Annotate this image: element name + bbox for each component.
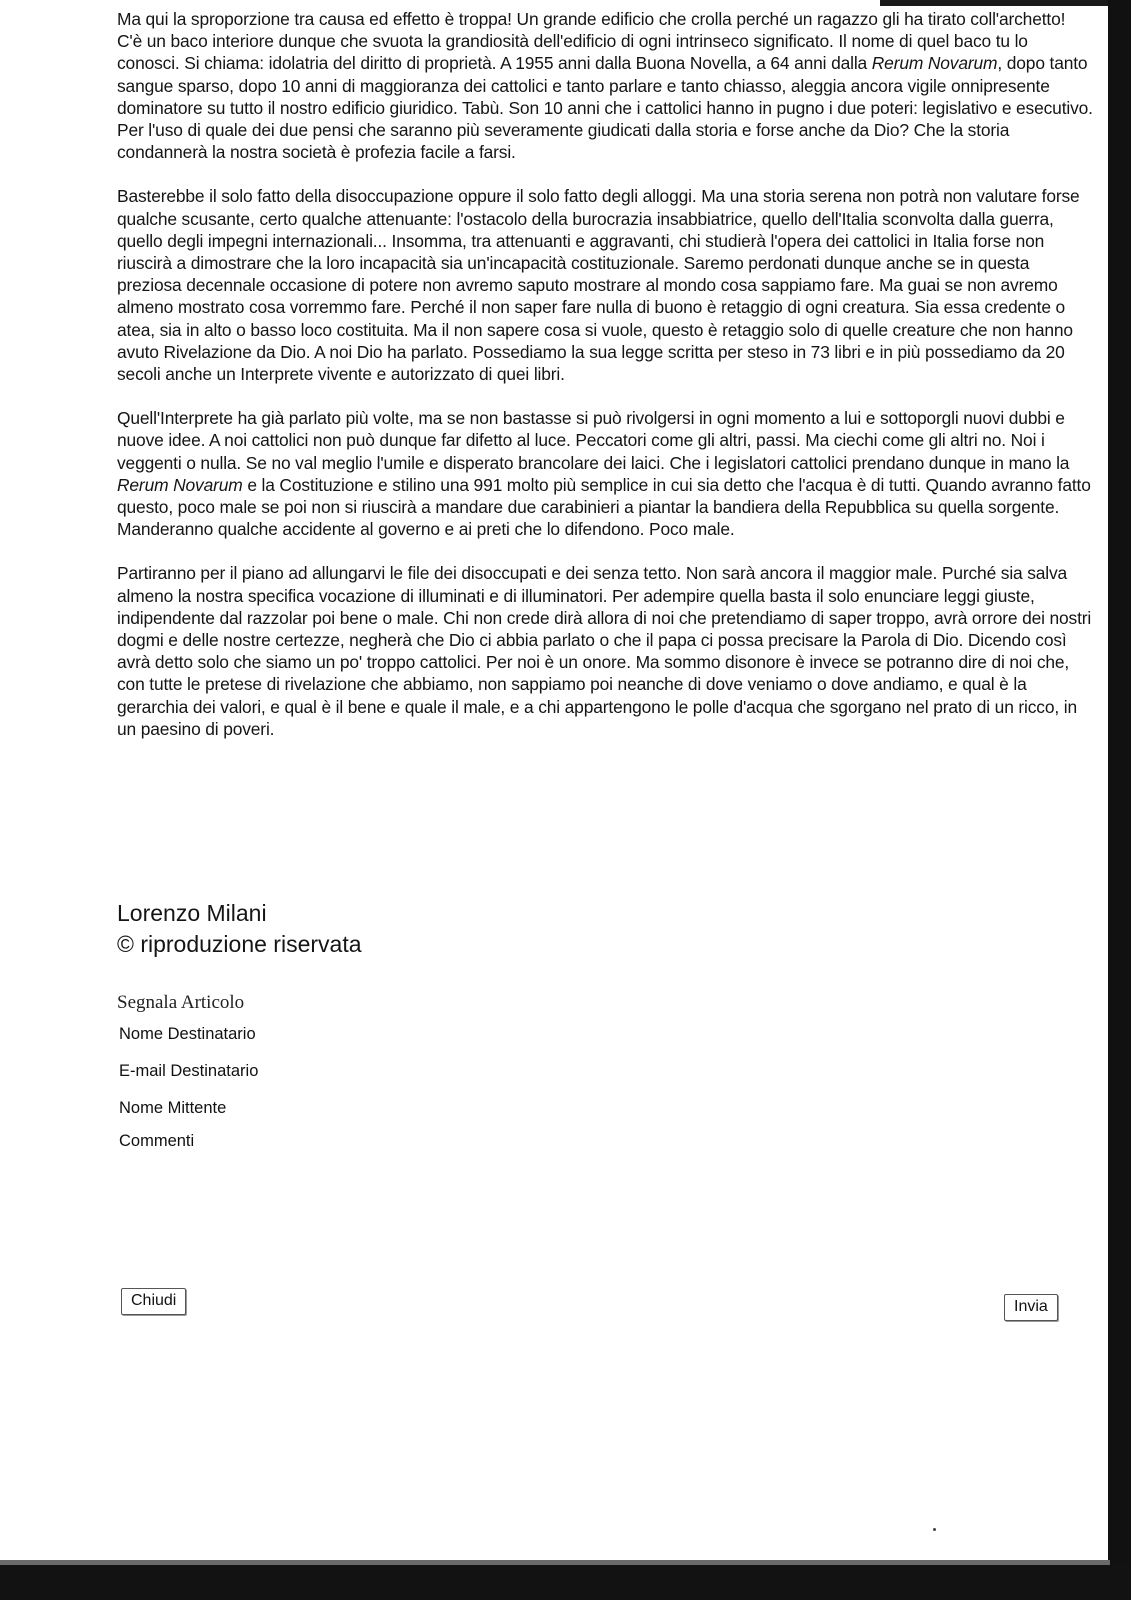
work-title: Rerum Novarum: [871, 53, 998, 74]
close-button[interactable]: Chiudi: [121, 1288, 186, 1315]
work-title: Rerum Novarum: [117, 474, 243, 495]
article-paragraph-1: Ma qui la sproporzione tra causa ed effetto è troppa! Un grande edificio che crolla perché un ragazzo gli ha tirato coll'archetto! C'è un baco interiore dunque che svuota la grandiosità dell'edificio di ogni intrinseco significato. Il nome di quel baco tu lo conosci. Si chiama: idolatria del diritto di proprietà. A 1955 anni dalla Buona Novella, a 64 anni dalla Rerum Novarum, dopo tanto sangue sparso, dopo 10 anni di maggioranza dei cattolici e tanto parlare e tanto chiasso, aleggia ancora vigile onnipresente dominatore su tutto il nostro edificio giuridico. Tabù. Son 10 anni che i cattolici hanno in pugno i due poteri: legislativo e esecutivo. Per l'uso di quale dei due pensi che saranno più severamente giudicati dalla storia e forse anche da Dio? Che la storia condannerà la nostra società è profezia facile a farsi.: [117, 9, 1093, 163]
send-button[interactable]: Invia: [1004, 1294, 1058, 1321]
comments-label: Commenti: [119, 1132, 195, 1150]
share-article-form: [117, 992, 1077, 1315]
scan-top-edge: [880, 0, 1131, 6]
recipient-email-label: E-mail Destinatario: [119, 1062, 259, 1080]
signature-block: [117, 898, 362, 960]
copyright-notice: © riproduzione riservata: [117, 931, 362, 957]
sender-name-label: Nome Mittente: [119, 1099, 227, 1117]
article-body: [117, 8, 1095, 740]
scan-bottom-edge: [0, 1565, 1131, 1600]
article-paragraph-2: Basterebbe il solo fatto della disoccupazione oppure il solo fatto degli alloggi. Ma una storia serena non potrà non valutare forse qualche scusante, certo qualche attenuante: l'ostacolo della burocrazia insabbiatrice, quello dell'Italia sconvolta dalla guerra, quello degli impegni internazionali... Insomma, tra attenuanti e aggravanti, chi studierà l'opera dei cattolici in Italia forse non riuscirà a dimostrare che la loro incapacità sia un'incapacità costituzionale. Saremo perdonati dunque anche se in questa preziosa decennale occasione di potere non avremo saputo mostrare al mondo cosa sappiamo fare. Ma guai se non avremo almeno mostrato cosa vorremmo fare. Perché il non saper fare nulla di buono è retaggio di ogni creatura. Sia essa credente o atea, sia in alto o basso loco costituita. Ma il non sapere cosa si vuole, questo è retaggio solo di quelle creature che non hanno avuto Rivelazione da Dio. A noi Dio ha parlato. Possediamo la sua legge scritta per steso in 73 libri e in più possediamo da 20 secoli anche un Interprete vivente e autorizzato di quei libri.: [117, 186, 1080, 385]
article-paragraph-3: Quell'Interprete ha già parlato più volte, ma se non bastasse si può rivolgersi in ogni momento a lui e sottoporgli nuovi dubbi e nuove idee. A noi cattolici non può dunque far difetto al luce. Peccatori come gli altri, passi. Ma ciechi come gli altri no. Noi i veggenti o nulla. Se no val meglio l'umile e disperato brancolare dei laici. Che i legislatori cattolici prendano dunque in mano la Rerum Novarum e la Costituzione e stilino una 991 molto più semplice in cui sia detto che l'acqua è di tutti. Quando avranno fatto questo, poco male se poi non si riuscirà a mandare due carabinieri a piantar la bandiera della Repubblica su quella sorgente. Manderanno qualche accidente al governo e ai preti che lo difendono. Poco male.: [117, 408, 1091, 540]
author-name: Lorenzo Milani: [117, 900, 267, 926]
scan-speck: [933, 1528, 936, 1531]
recipient-name-label: Nome Destinatario: [119, 1025, 256, 1043]
form-title: Segnala Articolo: [117, 992, 245, 1013]
article-paragraph-4: Partiranno per il piano ad allungarvi le file dei disoccupati e dei senza tetto. Non sarà ancora il maggior male. Purché sia salva almeno la nostra specifica vocazione di illuminati e di illuminatori. Per adempire quella basta il solo enunciare leggi giuste, indipendente dal razzolar poi bene o male. Chi non crede dirà allora di noi che pretendiamo di saper troppo, avrà orrore dei nostri dogmi e delle nostre certezze, negherà che Dio ci abbia parlato o che il papa ci possa precisare la Parola di Dio. Dicendo così avrà detto solo che siamo un po' troppo cattolici. Per noi è un onore. Ma sommo disonore è invece se potranno dire di noi che, con tutte le pretese di rivelazione che abbiamo, non sappiamo poi neanche di dove veniamo o dove andiamo, e qual è la gerarchia dei valori, e qual è il bene e quale il male, e a chi appartengono le polle d'acqua che sgorgano nel prato di un ricco, in un paesino di poveri.: [117, 563, 1092, 739]
scan-right-edge: [1108, 0, 1131, 1600]
